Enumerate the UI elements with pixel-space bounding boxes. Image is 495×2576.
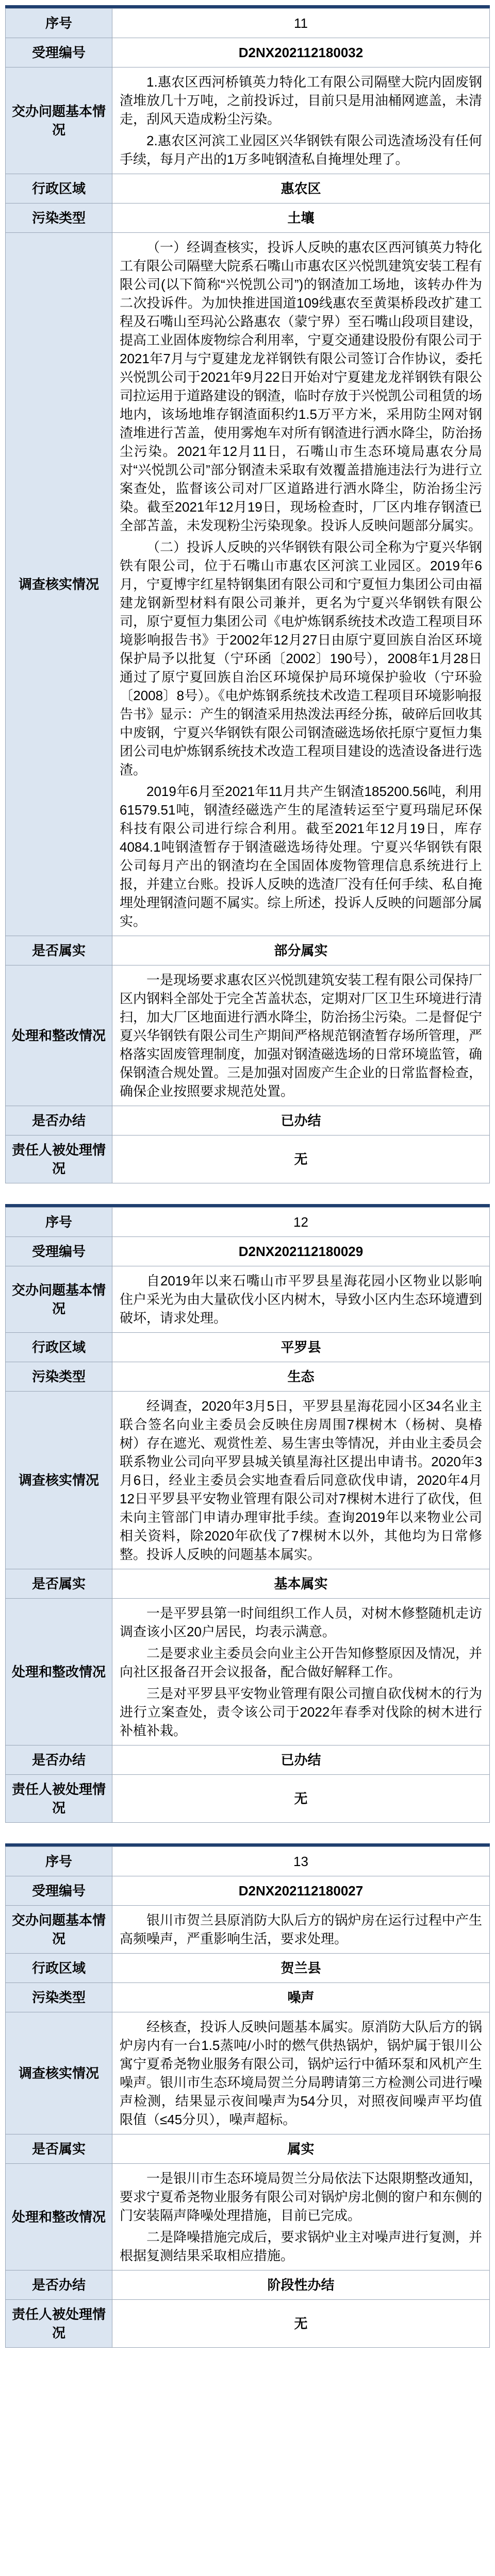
row-type [6,1362,490,1392]
verify-paragraph: 2019年6月至2021年11月共产生钢渣185200.56吨，利用61579.51吨，钢渣经磁选产生的尾渣转运至宁夏玛瑞尼环保科技有限公司进行综合利用。截至2021年12月19日，库存4084.1吨钢渣暂存于钢渣磁选场待处理。宁夏兴华钢铁有限公司每月产出的钢渣均在全国固体废物管理信息系统进行上报，并建立台账。投诉人反映的选渣厂没有任何手续、私自掩埋处理钢渣问题不属实。综上所述，投诉人反映的问题部分属实。 [120,784,482,929]
case-list [0,5,495,2348]
district-value: 平罗县 [112,1333,490,1362]
label-seq: 序号 [6,9,112,38]
label-is-true: 是否属实 [6,936,112,965]
row-accountable [6,1775,490,1823]
label-basic: 交办问题基本情况 [6,1266,112,1333]
accept-code: D2NX202112180027 [112,1876,490,1906]
label-code: 受理编号 [6,38,112,67]
label-verify: 调查核实情况 [6,1392,112,1569]
label-rectify: 处理和整改情况 [6,2164,112,2270]
basic-info [112,1906,490,1954]
row-type [6,1983,490,2012]
row-code [6,1876,490,1906]
case-card [5,1843,490,2348]
verify-info [112,233,490,936]
row-code [6,38,490,67]
basic-info [112,1266,490,1333]
row-verify [6,2012,490,2134]
row-is-true [6,1569,490,1599]
seq-number: 11 [112,9,490,38]
accountable-value: 无 [112,1775,490,1823]
case-card [5,5,490,1183]
label-accountable: 责任人被处理情况 [6,2300,112,2348]
label-rectify: 处理和整改情况 [6,1599,112,1745]
label-district: 行政区域 [6,174,112,204]
is-true-value: 基本属实 [112,1569,490,1599]
row-verify [6,233,490,936]
verify-paragraph: 经核查，投诉人反映问题基本属实。原消防大队后方的锅炉房内有一台1.5蒸吨/小时的燃气供热锅炉，锅炉属于银川公寓宁夏希尧物业服务有限公司，锅炉运行中循环泵和风机产生噪声。银川市生态环境局贺兰分局聘请第三方检测公司进行噪声检测，结果显示夜间噪声为54分贝，对照夜间噪声平均值限值（≤45分贝），噪声超标。 [120,2019,482,2127]
label-code: 受理编号 [6,1876,112,1906]
pollution-type: 生态 [112,1362,490,1392]
label-basic: 交办问题基本情况 [6,1906,112,1954]
row-is-true [6,936,490,965]
rectify-paragraph: 三是对平罗县平安物业管理有限公司擅自砍伐树木的行为进行立案查处，责令该公司于2022年春季对伐除的树木进行补植补栽。 [120,1686,482,1738]
district-value: 贺兰县 [112,1954,490,1983]
label-done: 是否办结 [6,2270,112,2300]
label-code: 受理编号 [6,1237,112,1266]
rectify-info [112,1599,490,1745]
accountable-value: 无 [112,2300,490,2348]
row-is-true [6,2134,490,2164]
row-verify [6,1392,490,1569]
row-rectify [6,1599,490,1745]
label-done: 是否办结 [6,1745,112,1775]
label-district: 行政区域 [6,1954,112,1983]
basic-paragraph: 1.惠农区西河桥镇英力特化工有限公司隔壁大院内固废钢渣堆放几十万吨，之前投诉过，目前只是用油桶网遮盖，未清走，刮风天造成粉尘污染。 [120,74,482,127]
label-is-true: 是否属实 [6,1569,112,1599]
label-basic: 交办问题基本情况 [6,67,112,174]
rectify-paragraph: 一是现场要求惠农区兴悦凯建筑安装工程有限公司保持厂区内钢料全部处于完全苫盖状态，定期对厂区卫生环境进行清扫，加大厂区地面进行洒水降尘，防治扬尘污染。二是督促宁夏兴华钢铁有限公司生产期间严格规范钢渣暂存场所管理，严格落实固废管理制度，加强对钢渣磁选场的日常环境监管，确保钢渣合规处置。三是加强对固废产生企业的日常监督检查，确保企业按照要求规范处置。 [120,972,482,1099]
rectify-paragraph: 二是降噪措施完成后，要求锅炉业主对噪声进行复测，并根据复测结果采取相应措施。 [120,2229,482,2263]
rectify-paragraph: 二是要求业主委员会向业主公开告知修整原因及情况，并向社区报备召开会议报备，配合做好解释工作。 [120,1646,482,1680]
verify-paragraph: （二）投诉人反映的兴华钢铁有限公司全称为宁夏兴华钢铁有限公司，位于石嘴山市惠农区河滨工业园区。2019年6月，宁夏博宇红星特钢集团有限公司和宁夏恒力集团公司由福建龙钢新型材料有限公司兼并，更名为宁夏兴华钢铁有限公司，原宁夏恒力集团公司《电炉炼钢系统技术改造工程项目环境影响报告书》于2002年12月27日由原宁夏回族自治区环境保护局予以批复（宁环函〔2002〕190号），2008年1月28日通过了原宁夏回族自治区环境保护局环境保护验收（宁环验〔2008〕8号）。《电炉炼钢系统技术改造工程项目环境影响报告书》显示：产生的钢渣采用热泼法再经分拣，破碎后回收其中废钢，宁夏兴华钢铁有限公司钢渣磁选场依托原宁夏恒力集团公司电炉炼钢系统技术改造工程项目建设的选渣设备进行选渣。 [120,539,482,777]
label-type: 污染类型 [6,204,112,233]
row-district [6,1954,490,1983]
label-seq: 序号 [6,1847,112,1876]
case-table [5,8,490,1183]
label-done: 是否办结 [6,1106,112,1136]
is-true-value: 部分属实 [112,936,490,965]
row-done [6,1745,490,1775]
accept-code: D2NX202112180032 [112,38,490,67]
is-true-value: 属实 [112,2134,490,2164]
verify-info [112,1392,490,1569]
verify-info [112,2012,490,2134]
accountable-value: 无 [112,1136,490,1183]
rectify-info [112,965,490,1106]
label-district: 行政区域 [6,1333,112,1362]
row-rectify [6,2164,490,2270]
case-card [5,1204,490,1823]
label-seq: 序号 [6,1208,112,1237]
rectify-info [112,2164,490,2270]
basic-paragraph: 银川市贺兰县原消防大队后方的锅炉房在运行过程中产生高频噪声，严重影响生活，要求处理。 [120,1912,482,1946]
pollution-type: 土壤 [112,204,490,233]
row-done [6,1106,490,1136]
row-basic [6,1266,490,1333]
label-accountable: 责任人被处理情况 [6,1775,112,1823]
done-value: 已办结 [112,1106,490,1136]
district-value: 惠农区 [112,174,490,204]
label-accountable: 责任人被处理情况 [6,1136,112,1183]
pollution-type: 噪声 [112,1983,490,2012]
row-district [6,174,490,204]
accept-code: D2NX202112180029 [112,1237,490,1266]
label-verify: 调查核实情况 [6,2012,112,2134]
label-is-true: 是否属实 [6,2134,112,2164]
label-type: 污染类型 [6,1983,112,2012]
row-done [6,2270,490,2300]
seq-number: 13 [112,1847,490,1876]
case-table [5,1207,490,1823]
basic-info [112,67,490,174]
row-district [6,1333,490,1362]
row-seq [6,9,490,38]
row-code [6,1237,490,1266]
basic-paragraph: 2.惠农区河滨工业园区兴华钢铁有限公司选渣场没有任何手续，每月产出的1万多吨钢渣私自掩埋处理了。 [120,133,482,167]
basic-paragraph: 自2019年以来石嘴山市平罗县星海花园小区物业以影响住户采光为由大量砍伐小区内树木，导致小区内生态环境遭到破坏，请求处理。 [120,1273,482,1326]
done-value: 阶段性办结 [112,2270,490,2300]
row-accountable [6,2300,490,2348]
row-basic [6,67,490,174]
row-type [6,204,490,233]
verify-paragraph: 经调查，2020年3月5日，平罗县星海花园小区34名业主联合签名向业主委员会反映住房周围7棵树木（杨树、臭椿树）存在遮光、观赏性差、易生害虫等情况，并由业主委员会联系物业公司向平罗县城关镇星海社区提出申请书。2020年3月6日，经业主委员会实地查看后同意砍伐申请，2020年4月12日平罗县平安物业管理有限公司对7棵树木进行了砍伐，但未向主管部门申请办理审批手续。查询2019年以来物业公司相关资料，除2020年砍伐了7棵树木以外，其他均为日常修整。投诉人反映的问题基本属实。 [120,1398,482,1562]
label-type: 污染类型 [6,1362,112,1392]
case-table [5,1846,490,2348]
seq-number: 12 [112,1208,490,1237]
done-value: 已办结 [112,1745,490,1775]
row-seq [6,1847,490,1876]
row-rectify [6,965,490,1106]
label-verify: 调查核实情况 [6,233,112,936]
row-seq [6,1208,490,1237]
rectify-paragraph: 一是平罗县第一时间组织工作人员，对树木修整随机走访调查该小区20户居民，均表示满意。 [120,1605,482,1639]
row-accountable [6,1136,490,1183]
rectify-paragraph: 一是银川市生态环境局贺兰分局依法下达限期整改通知，要求宁夏希尧物业服务有限公司对锅炉房北侧的窗户和东侧的门安装隔声降噪处理措施，目前已完成。 [120,2171,482,2223]
verify-paragraph: （一）经调查核实，投诉人反映的惠农区西河镇英力特化工有限公司隔壁大院系石嘴山市惠农区兴悦凯建筑安装工程有限公司(以下简称“兴悦凯公司”)的钢渣加工场地，该转办件为二次投诉件。为加快推进国道109线惠农至黄渠桥段改扩建工程及石嘴山至玛沁公路惠农（蒙宁界）至石嘴山段项目建设，提高工业固体废物综合利用率，宁夏交通建设股份有限公司于2021年7月与宁夏建龙龙祥钢铁有限公司签订合作协议，委托兴悦凯公司于2021年9月22日开始对宁夏建龙龙祥钢铁有限公司拉运用于道路建设的钢渣，临时存放于兴悦凯公司租赁的场地内，该场地堆存钢渣面积约1.5万平方米，采用防尘网对钢渣堆进行苫盖，使用雾炮车对所有钢渣进行洒水降尘，防治扬尘污染。2021年12月11日，石嘴山市生态环境局惠农分局对“兴悦凯公司”部分钢渣未采取有效覆盖措施违法行为进行立案查处，监督该公司对厂区道路进行洒水降尘，防治扬尘污染。截至2021年12月19日，现场检查时，厂区内堆存钢渣已全部苫盖，未发现粉尘污染现象。投诉人反映问题部分属实。 [120,240,482,533]
row-basic [6,1906,490,1954]
label-rectify: 处理和整改情况 [6,965,112,1106]
